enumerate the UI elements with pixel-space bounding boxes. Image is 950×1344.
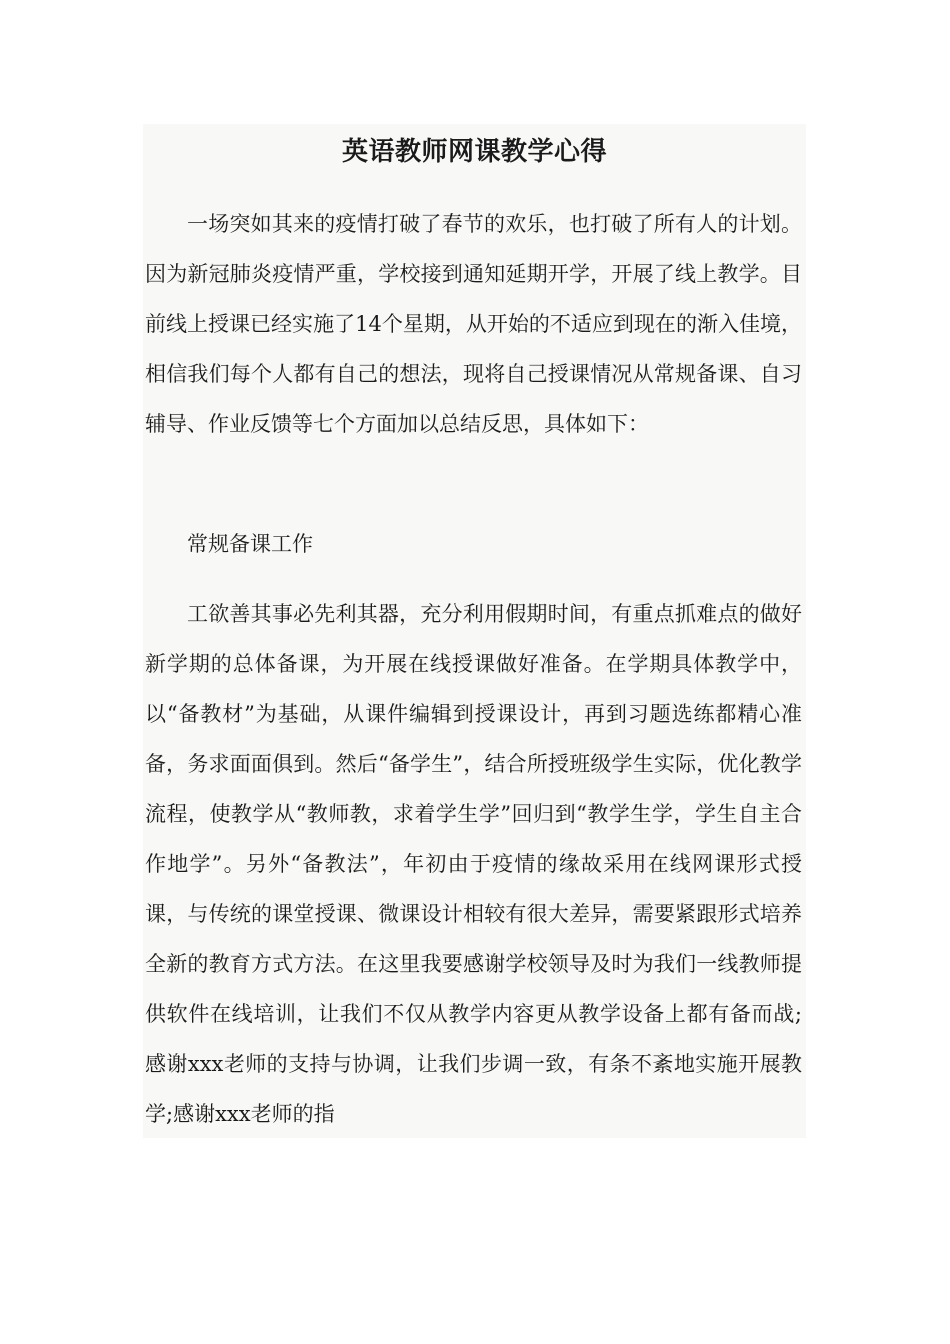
document-title: 英语教师网课教学心得 xyxy=(341,137,607,167)
section-heading-routine-prep: 常规备课工作 xyxy=(187,532,313,556)
intro-paragraph: 一场突如其来的疫情打破了春节的欢乐，也打破了所有人的计划。因为新冠肺炎疫情严重，学校接到通知延期开学，开展了线上教学。目前线上授课已经实施了14个星期，从开始的不适应到现在的渐入佳境，相信我们每个人都有自己的想法，现将自己授课情况从常规备课、自习辅导、作业反馈等七个方面加以总结反思，具体如下： xyxy=(145,212,802,436)
document-page xyxy=(143,124,806,1138)
lesson-prep-paragraph: 工欲善其事必先利其器，充分利用假期时间，有重点抓难点的做好新学期的总体备课，为开展在线授课做好准备。在学期具体教学中，以“备教材”为基础，从课件编辑到授课设计，再到习题选练都精心准备，务求面面俱到。然后“备学生”，结合所授班级学生实际，优化教学流程，使教学从“教师教，求着学生学”回归到“教学生学，学生自主合作地学”。另外“备教法”，年初由于疫情的缘故采用在线网课形式授课，与传统的课堂授课、微课设计相较有很大差异，需要紧跟形式培养全新的教育方式方法。在这里我要感谢学校领导及时为我们一线教师提供软件在线培训，让我们不仅从教学内容更从教学设备上都有备而战;感谢xxx老师的支持与协调，让我们步调一致，有条不紊地实施开展教学;感谢xxx老师的指 xyxy=(145,602,802,1126)
